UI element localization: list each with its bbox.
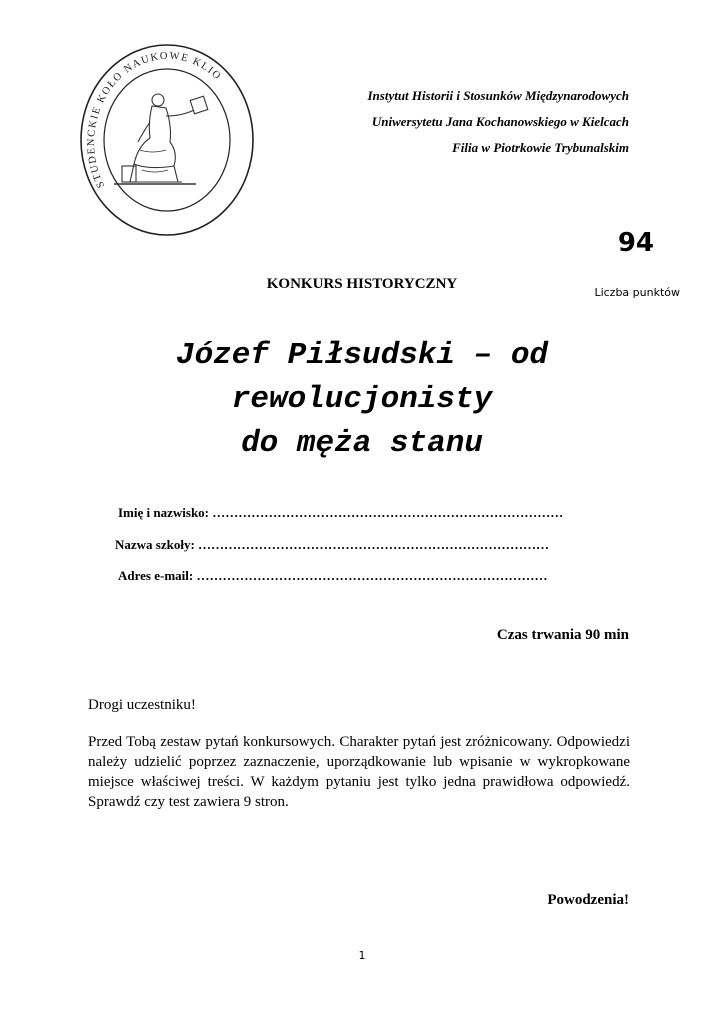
klio-seal-logo bbox=[78, 42, 256, 238]
school-field[interactable] bbox=[115, 537, 549, 553]
email-field-dots[interactable]: ……………………………………………………………………… bbox=[196, 568, 548, 583]
title-line-2: rewolucjonisty bbox=[231, 382, 493, 417]
greeting-text: Drogi uczestniku! bbox=[88, 697, 196, 713]
school-field-label: Nazwa szkoły: bbox=[115, 537, 195, 552]
muse-figure-icon bbox=[114, 94, 208, 184]
email-field-label: Adres e-mail: bbox=[118, 568, 194, 583]
contest-name bbox=[0, 276, 724, 293]
name-field-dots[interactable]: ……………………………………………………………………… bbox=[212, 505, 564, 520]
school-field-dots[interactable]: ……………………………………………………………………… bbox=[198, 537, 550, 552]
title-line-3: do męża stanu bbox=[241, 426, 483, 461]
title-line-1: Józef Piłsudski – od bbox=[175, 338, 549, 373]
branch-name: Filia w Piotrkowie Trybunalskim bbox=[452, 140, 629, 155]
seal-text: STUDENCKIE KOŁO NAUKOWE KLIO bbox=[85, 50, 224, 190]
contest-name-text: KONKURS HISTORYCZNY bbox=[266, 276, 458, 292]
email-field[interactable] bbox=[118, 568, 547, 584]
institute-name: Instytut Historii i Stosunków Międzynarodowych bbox=[367, 88, 629, 103]
score-value: 94 bbox=[617, 228, 654, 258]
name-field[interactable] bbox=[118, 505, 563, 521]
score-label: Liczba punktów bbox=[594, 286, 680, 299]
page-number: 1 bbox=[358, 949, 366, 962]
name-field-label: Imię i nazwisko: bbox=[118, 505, 209, 520]
page-title bbox=[0, 334, 724, 466]
duration-text: Czas trwania 90 min bbox=[496, 627, 629, 643]
closing-text: Powodzenia! bbox=[547, 892, 629, 908]
university-name: Uniwersytetu Jana Kochanowskiego w Kielcach bbox=[371, 114, 629, 129]
instructions-paragraph: Przed Tobą zestaw pytań konkursowych. Charakter pytań jest zróżnicowany. Odpowiedzi należy udzielić poprzez zaznaczenie, uporządkowanie lub wpisanie w wykropkowane miejsce właściwej treści. W każdym pytaniu jest tylko jedna prawidłowa odpowiedź. Sprawdź czy test zawiera 9 stron. bbox=[88, 734, 630, 810]
